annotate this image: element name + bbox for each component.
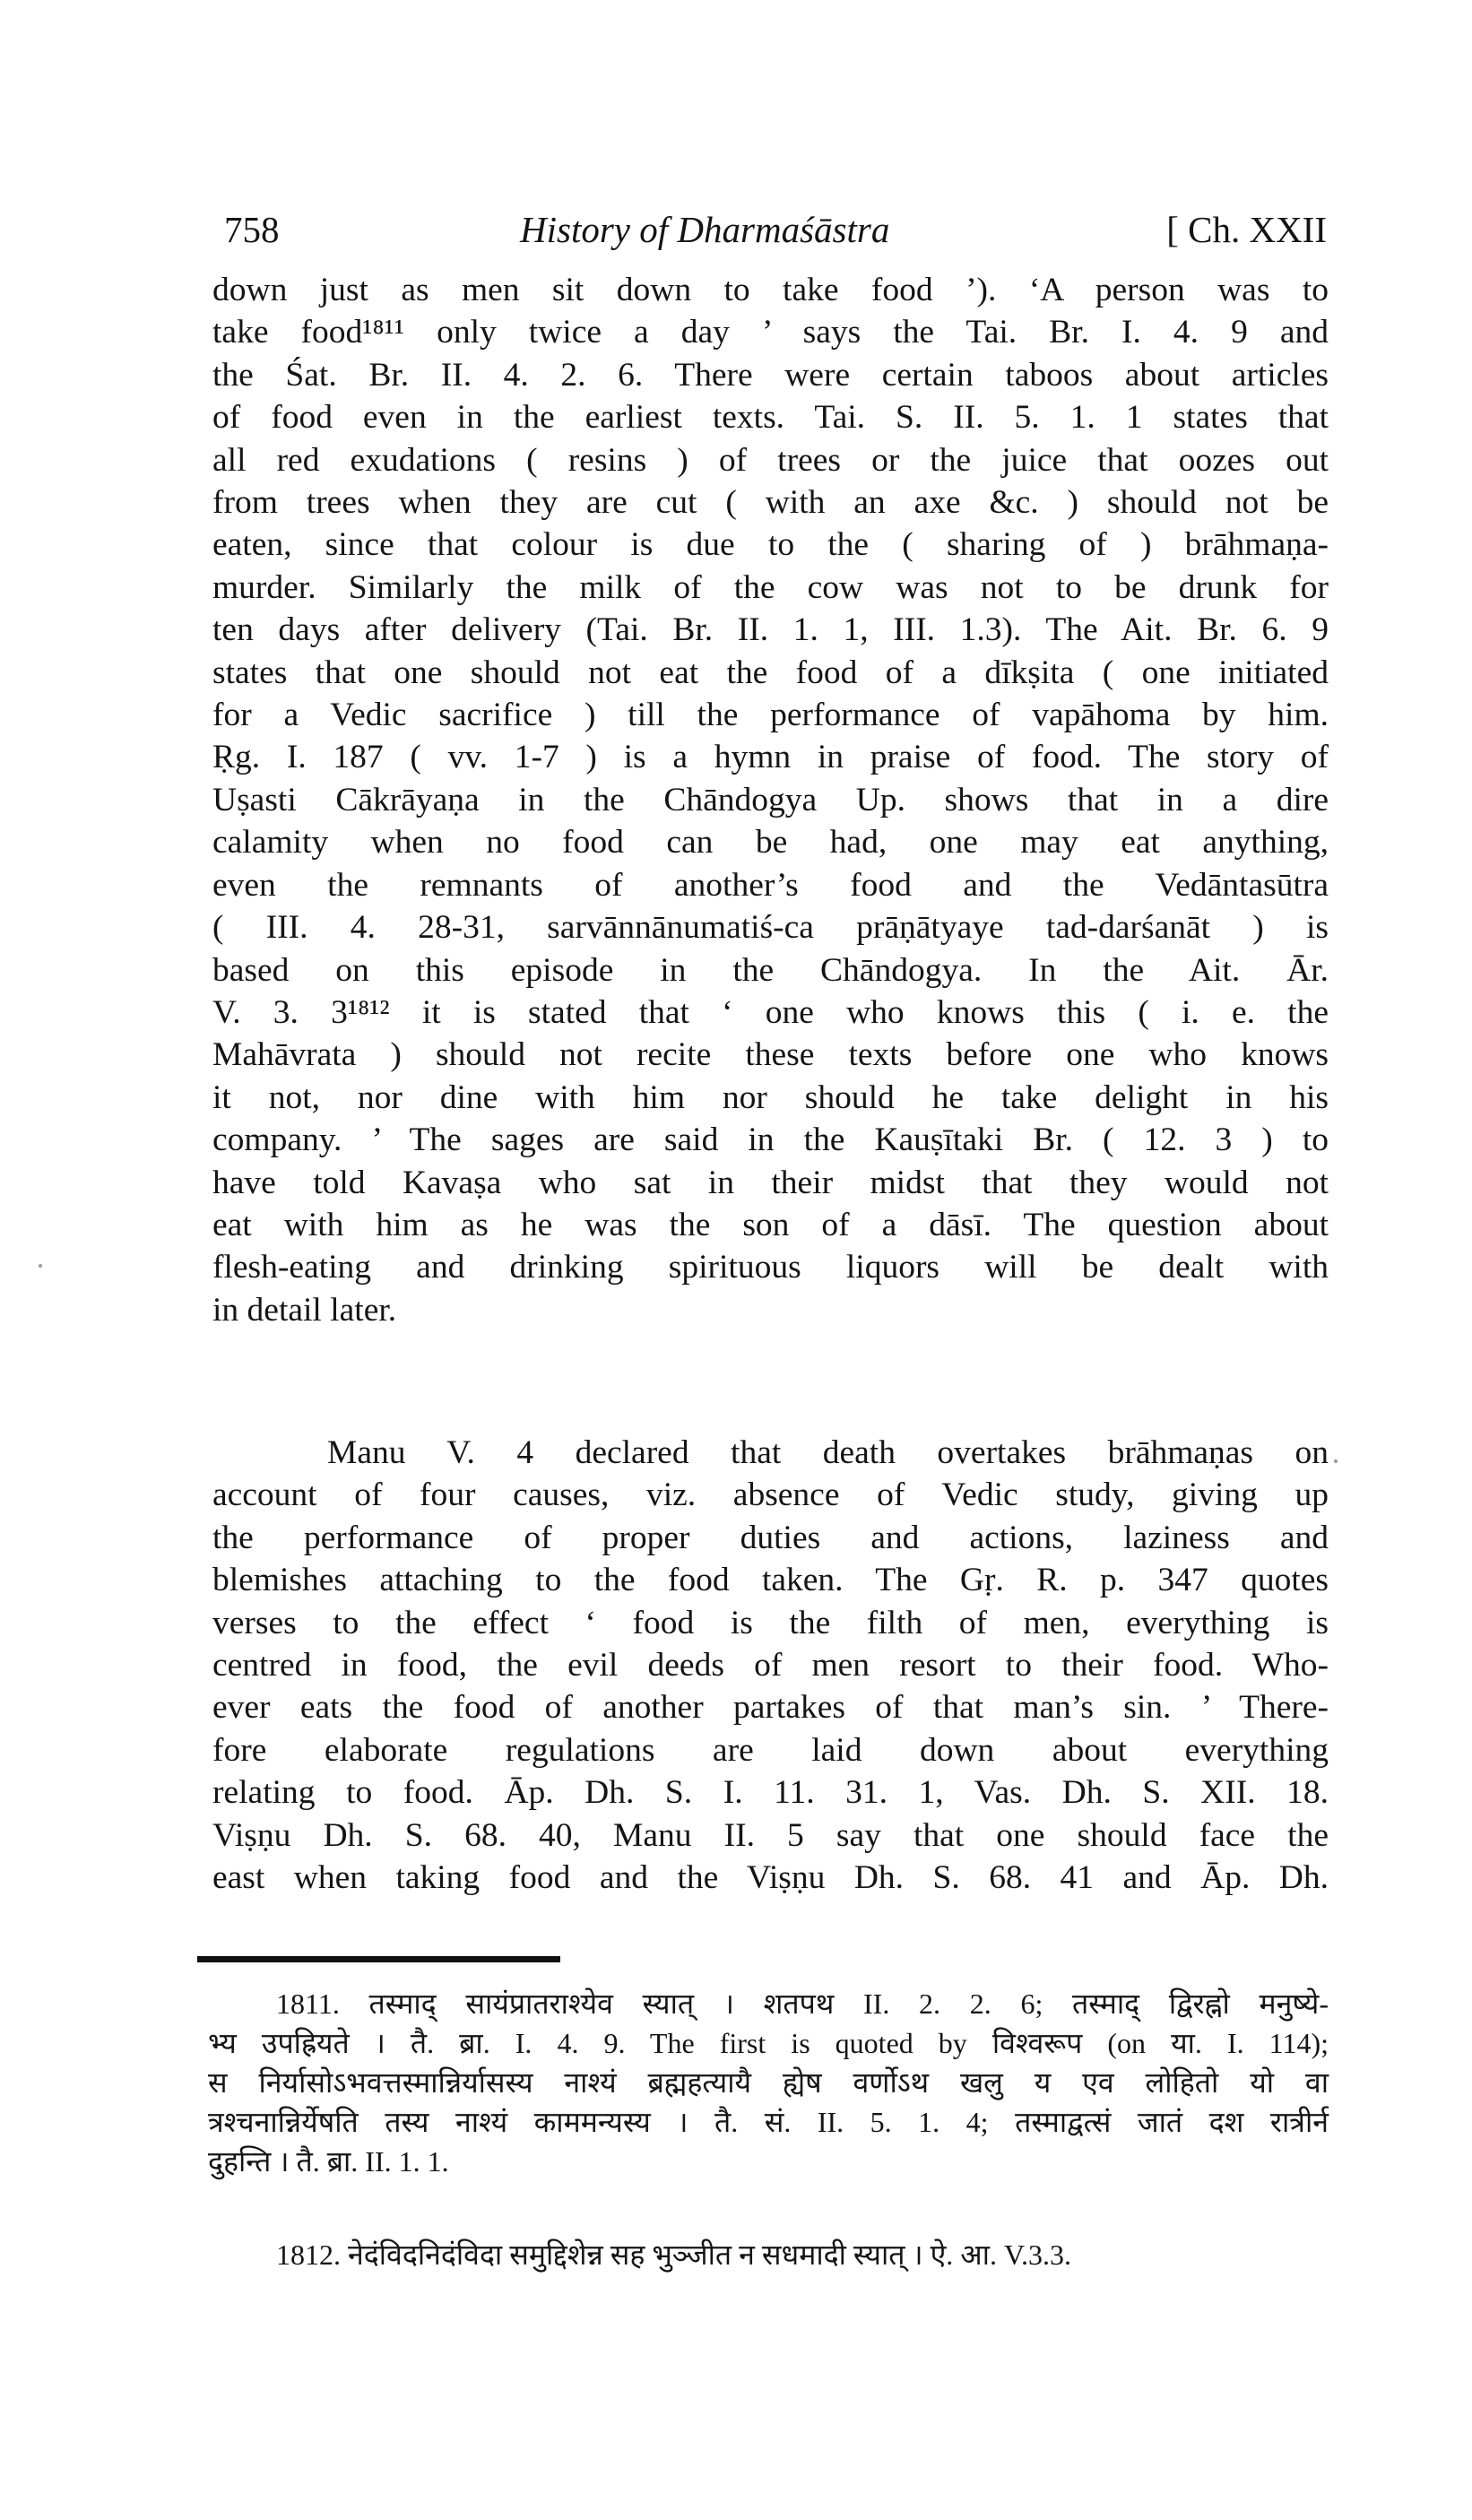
page-number: 758 [224, 209, 280, 250]
text-line: ten days after delivery (Tai. Br. II. 1. 1, III. 1.3). The Ait. Br. 6. 9 [212, 611, 1329, 649]
footnote-text: तस्माद् सायंप्रातराश्येव स्यात् । शतपथ II. 2. 2. 6; तस्माद् द्विरह्नो मनुष्ये- [368, 1987, 1329, 2020]
text-line: of food even in the earliest texts. Tai. S. II. 5. 1. 1 states that [212, 399, 1329, 437]
text-line: murder. Similarly the milk of the cow was not to be drunk for [212, 568, 1329, 606]
text-line: for a Vedic sacrifice ) till the performance of vapāhoma by him. [212, 697, 1329, 734]
text-line: blemishes attaching to the food taken. The Gṛ. R. p. 347 quotes [212, 1562, 1329, 1599]
text-line: Uṣasti Cākrāyaṇa in the Chāndogya Up. shows that in a dire [212, 781, 1329, 818]
footnote-number: 1812. [276, 2239, 341, 2271]
paragraph-1 [212, 269, 1329, 1331]
text-line: the performance of proper duties and actions, laziness and [212, 1519, 1329, 1556]
footnotes [208, 1984, 1329, 2274]
scan-speck [1334, 1459, 1338, 1463]
footnote-line [208, 1984, 1329, 2023]
text-line: based on this episode in the Chāndogya. In the Ait. Ār. [212, 951, 1329, 989]
text-line: relating to food. Āp. Dh. S. I. 11. 31. 1, Vas. Dh. S. XII. 18. [212, 1774, 1329, 1812]
text-line: Manu V. 4 declared that death overtakes brāhmaṇas on [327, 1434, 1329, 1471]
text-line: it not, nor dine with him nor should he take delight in his [212, 1078, 1329, 1116]
running-title: History of Dharmaśāstra [520, 209, 890, 250]
footnote-1811 [208, 1984, 1329, 2181]
text-line: Viṣṇu Dh. S. 68. 40, Manu II. 5 say that one should face the [212, 1816, 1329, 1854]
page-header [224, 208, 1327, 262]
text-line: down just as men sit down to take food ’). ‘A person was to [212, 272, 1329, 308]
text-line: verses to the effect ‘ food is the filth of men, everything is [212, 1604, 1329, 1641]
text-line: account of four causes, viz. absence of Vedic study, giving up [212, 1476, 1329, 1514]
text-line: V. 3. 3¹⁸¹² it is stated that ‘ one who knows this ( i. e. the [212, 993, 1329, 1031]
footnote-line [208, 2235, 1329, 2274]
text-line: Ṛg. I. 187 ( vv. 1-7 ) is a hymn in praise of food. The story of [212, 739, 1329, 776]
footnote-line: स निर्यासोऽभवत्तस्मान्निर्यासस्य नाश्यं ब्रह्महत्यायै ह्येष वर्णोऽथ खलु य एव लोहितो यो वा [208, 2066, 1329, 2099]
text-line: have told Kavaṣa who sat in their midst that they would not [212, 1164, 1329, 1201]
text-line: from trees when they are cut ( with an axe &c. ) should not be [212, 484, 1329, 522]
footnote-number: 1811. [276, 1987, 340, 2020]
text-line: eat with him as he was the son of a dāsī. The question about [212, 1206, 1329, 1243]
text-line: fore elaborate regulations are laid down about everything [212, 1731, 1329, 1769]
text-line: ever eats the food of another partakes of that man’s sin. ’ There- [212, 1689, 1329, 1727]
text-line: in detail later. [212, 1291, 397, 1329]
text-line: eaten, since that colour is due to the ( sharing of ) brāhmaṇa- [212, 526, 1329, 564]
text-line: ( III. 4. 28-31, sarvānnānumatiś-ca prāṇātyaye tad-darśanāt ) is [212, 909, 1329, 947]
text-line: calamity when no food can be had, one may eat anything, [212, 824, 1329, 862]
text-line: centred in food, the evil deeds of men resort to their food. Who- [212, 1647, 1329, 1684]
text-line: the Śat. Br. II. 4. 2. 6. There were certain taboos about articles [212, 356, 1329, 394]
text-line: company. ’ The sages are said in the Kauṣītaki Br. ( 12. 3 ) to [212, 1121, 1329, 1159]
text-line: even the remnants of another’s food and the Vedāntasūtra [212, 866, 1329, 904]
paragraph-2 [212, 1432, 1329, 1899]
footnote-text: नेदंविदनिदंविदा समुद्दिशेन्न सह भुञ्जीत न सधमादी स्यात् । ऐ. आ. V.3.3. [348, 2239, 1071, 2271]
footnote-line: भ्य उपह्रियते । तै. ब्रा. I. 4. 9. The first is quoted by विश्वरूप (on या. I. 114); [208, 2027, 1329, 2059]
chapter-label: [ Ch. XXII [1166, 209, 1327, 250]
text-line: all red exudations ( resins ) of trees or the juice that oozes out [212, 441, 1329, 479]
text-line: states that one should not eat the food of a dīkṣita ( one initiated [212, 654, 1329, 691]
text-line: take food¹⁸¹¹ only twice a day ’ says the Tai. Br. I. 4. 9 and [212, 314, 1329, 351]
text-line: east when taking food and the Viṣṇu Dh. S. 68. 41 and Āp. Dh. [212, 1859, 1329, 1897]
footnote-line: त्रश्चनान्निर्येषति तस्य नाश्यं काममन्यस्य । तै. सं. II. 5. 1. 4; तस्माद्वत्सं जातं दश रात्रीर्न [208, 2106, 1329, 2138]
footnote-line: दुहन्ति । तै. ब्रा. II. 1. 1. [208, 2145, 449, 2178]
scan-speck [39, 1264, 42, 1268]
footnote-divider [197, 1956, 560, 1962]
text-line: flesh-eating and drinking spirituous liquors will be dealt with [212, 1249, 1329, 1286]
footnote-1812 [208, 2235, 1329, 2274]
text-line: Mahāvrata ) should not recite these texts before one who knows [212, 1036, 1329, 1074]
